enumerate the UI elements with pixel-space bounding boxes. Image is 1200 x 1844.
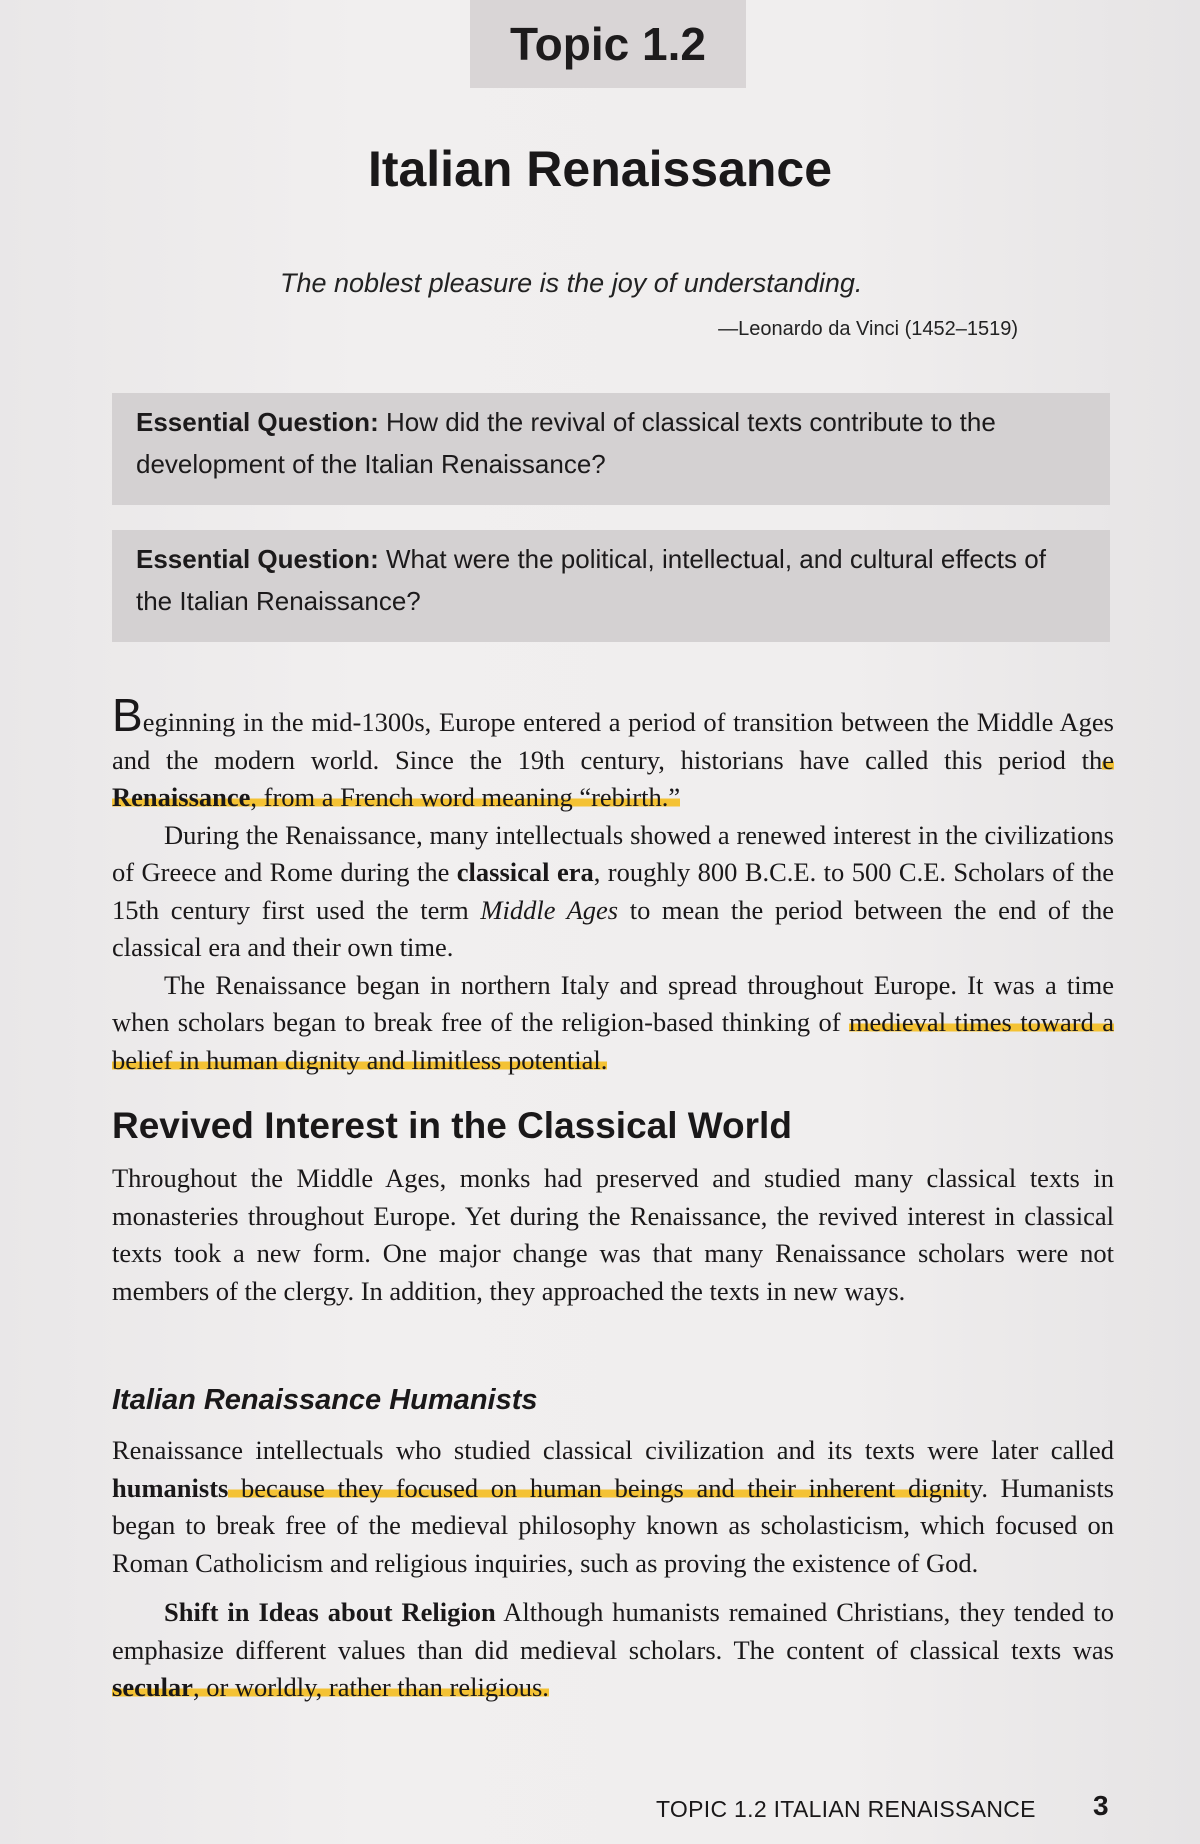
essential-question-label: Essential Question: [136, 544, 379, 574]
subsection-paragraph: Shift in Ideas about Religion Although humanists remained Christians, they tended to emphasize different values than did medieval scholars. The content of classical texts was secular, or worldly, rather than religious. [112, 1597, 1114, 1702]
intro-paragraph: Beginning in the mid-1300s, Europe entered a period of transition between the Middle Ages and the modern world. Since the 19th century, historians have called this period the Renaissance, from a French word meaning “rebirth.” [112, 689, 1114, 812]
highlighted-text: e Renaissance, from a French word meaning “rebirth.” [112, 744, 1114, 812]
page-title: Italian Renaissance [367, 141, 833, 197]
key-term: Renaissance [112, 782, 251, 812]
essential-question-box [112, 530, 1110, 642]
subsection-text [112, 1432, 1114, 1707]
topic-tab [470, 0, 746, 88]
section-paragraph: Throughout the Middle Ages, monks had preserved and studied many classical texts in monasteries throughout Europe. Yet during the Renaissance, the revived interest in classical texts took a new form. One major change was that many Renaissance scholars were not members of the clergy. In addition, they approached the texts in new ways. [112, 1163, 1114, 1306]
running-footer: TOPIC 1.2 ITALIAN RENAISSANCE [656, 1796, 1036, 1822]
intro-paragraph: The Renaissance began in northern Italy and spread throughout Europe. It was a time when scholars began to break free of the religion-based thinking of medieval times toward a belief in human dignity and limitless potential. [112, 969, 1115, 1075]
section-text [112, 1160, 1114, 1310]
intro-text [112, 689, 1115, 1079]
key-term: classical era [456, 857, 594, 887]
subsection-heading: Italian Renaissance Humanists [112, 1384, 538, 1416]
intro-paragraph: During the Renaissance, many intellectuals showed a renewed interest in the civilizations of Greece and Rome during the classical era, roughly 800 B.C.E. to 500 C.E. Scholars of the 15th century first used the term Middle Ages to mean the period between the end of the classical era and their own time. [112, 819, 1114, 962]
section-heading: Revived Interest in the Classical World [112, 1105, 792, 1146]
essential-question-box [112, 393, 1110, 505]
epigraph-quote: The noblest pleasure is the joy of understanding. [280, 268, 863, 298]
highlighted-text: because they focused on human beings and their inherent dignit [228, 1472, 970, 1503]
highlighted-text: secular, or worldly, rather than religious. [112, 1672, 549, 1702]
page-number: 3 [1093, 1790, 1109, 1821]
subsection-paragraph: Renaissance intellectuals who studied classical civilization and its texts were later called humanists because they focused on human beings and their inherent dignity. Humanists began to break free of the medieval philosophy known as scholasticism, which focused on Roman Catholicism and religious inquiries, such as proving the existence of God. [112, 1435, 1114, 1578]
topic-label: Topic 1.2 [510, 18, 706, 70]
key-term: secular [112, 1672, 193, 1702]
essential-question-text: What were the political, intellectual, and cultural effects of the Italian Renaissance? [136, 544, 1046, 616]
epigraph-attribution: —Leonardo da Vinci (1452–1519) [718, 318, 1018, 340]
highlighted-text: medieval times toward a belief in human dignity and limitless potential. [112, 1007, 1115, 1075]
essential-question-label: Essential Question: [136, 407, 379, 437]
drop-cap: B [112, 689, 143, 741]
run-in-heading: Shift in Ideas about Religion [164, 1597, 496, 1627]
essential-question-text: How did the revival of classical texts contribute to the development of the Italian Renaissance? [136, 407, 996, 479]
key-term: humanists [112, 1472, 229, 1503]
